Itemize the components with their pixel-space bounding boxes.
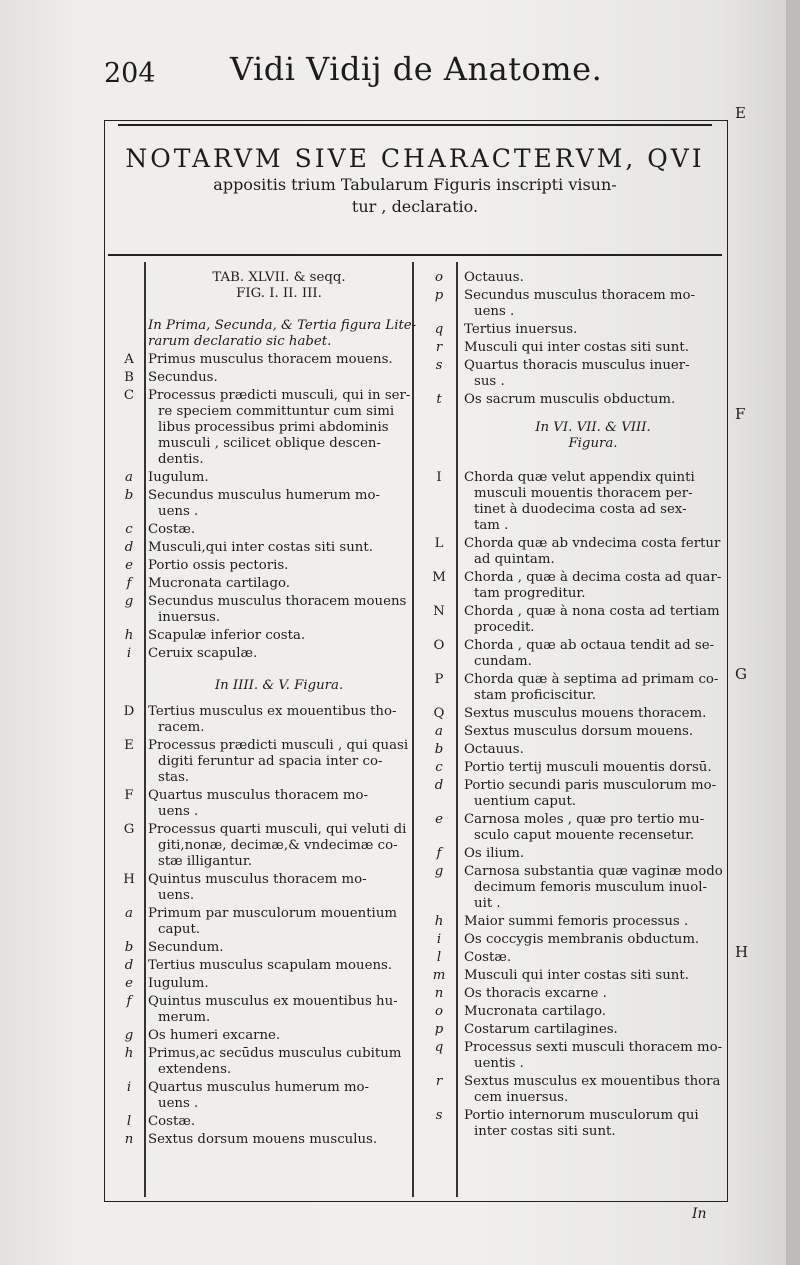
legend-text-line: uens . [158,504,199,519]
legend-letter: a [435,724,443,739]
legend-letter: N [433,604,445,619]
legend-letter: a [125,470,133,485]
legend-text-line: Costæ. [148,522,196,537]
legend-text-line: Iugulum. [148,470,209,485]
legend-text-line: Quintus musculus thoracem mo- [148,872,367,887]
legend-letter: b [124,488,134,503]
legend-text-line: Costarum cartilagines. [464,1022,618,1037]
legend-letter: o [434,1004,443,1019]
legend-letter: g [124,594,134,609]
legend-text-line: Sextus musculus dorsum mouens. [464,724,694,739]
legend-text-line: Secundus musculus thoracem mo- [464,288,696,303]
legend-letter: L [434,536,444,551]
legend-text-line: giti,nonæ, decimæ,& vndecimæ co- [158,838,398,853]
legend-text-line: decimum femoris musculum inuol- [474,880,707,895]
column-divider-rule [412,262,414,1197]
legend-text-line: re speciem committuntur cum simi [158,404,395,419]
legend-text-line: Chorda quæ velut appendix quinti [464,470,695,485]
legend-text-line: Portio ossis pectoris. [148,558,289,573]
legend-letter: P [434,672,444,687]
legend-text-line: Tertius musculus ex mouentibus tho- [148,704,397,719]
legend-text-line: Carnosa substantia quæ vaginæ modo [464,864,723,879]
legend-text-line: Sextus musculus mouens thoracem. [464,706,707,721]
legend-text-line: Tertius musculus scapulam mouens. [148,958,393,973]
legend-letter: d [124,540,134,555]
legend-text-line: Chorda , quæ à nona costa ad tertiam [464,604,720,619]
legend-letter: M [432,570,446,585]
legend-text-line: Sextus dorsum mouens musculus. [148,1132,378,1147]
signature-mark: H [735,943,749,961]
legend-text-line: Portio tertij musculi mouentis dorsū. [464,760,712,775]
legend-text-line: Tertius inuersus. [464,322,578,337]
left-letter-rule [144,262,146,1197]
legend-text-line: extendens. [158,1062,232,1077]
legend-letter: d [124,958,134,973]
catchword: In [692,1206,707,1222]
legend-text-line: musculi mouentis thoracem per- [474,486,693,501]
legend-text-line: uentis . [474,1056,524,1071]
legend-text-line: Octauus. [464,270,524,285]
legend-letter: A [124,352,134,367]
legend-letter: f [126,994,132,1009]
legend-text-line: tam . [474,518,509,533]
legend-letter: c [435,760,443,775]
legend-text-line: Chorda quæ à septima ad primam co- [464,672,719,687]
legend-text-line: Secundus musculus humerum mo- [148,488,381,503]
legend-text-line: ad quintam. [474,552,555,567]
legend-letter: i [126,1080,132,1095]
legend-text-line: Musculi qui inter costas siti sunt. [464,968,689,983]
legend-letter: q [434,322,444,337]
legend-text-line: uens . [474,304,515,319]
legend-letter: B [124,370,134,385]
legend-text-line: Portio secundi paris musculorum mo- [464,778,717,793]
inner-top-rule [118,124,712,126]
legend-letter: q [434,1040,444,1055]
legend-heading-line: In VI. VII. & VIII. [535,420,651,435]
legend-text-line: Quartus thoracis musculus inuer- [464,358,690,373]
legend-text-line: Portio internorum musculorum qui [464,1108,699,1123]
legend-text-line: Os humeri excarne. [148,1028,281,1043]
legend-text-line: caput. [158,922,201,937]
legend-text-line: Scapulæ inferior costa. [148,628,306,643]
legend-heading-line: rarum declaratio sic habet. [148,334,332,349]
legend-heading-line: TAB. XLVII. & seqq. [212,270,346,285]
legend-letter: C [123,388,135,403]
legend-letter: e [125,558,133,573]
legend-letter: o [434,270,443,285]
legend-letter: l [126,1114,132,1129]
legend-text-line: stas. [158,770,190,785]
legend-letter: t [436,392,442,407]
page-edge [786,0,800,1265]
legend-letter: b [124,940,134,955]
right-letter-rule [456,262,458,1197]
legend-text-line: inuersus. [158,610,221,625]
legend-text-line: racem. [158,720,205,735]
legend-text-line: Quartus musculus thoracem mo- [148,788,369,803]
legend-text-line: Primus musculus thoracem mouens. [148,352,393,367]
legend-text-line: Os coccygis membranis obductum. [464,932,700,947]
legend-letter: i [436,932,442,947]
legend-text-line: Os sacrum musculis obductum. [464,392,676,407]
legend-letter: d [434,778,444,793]
legend-letter: f [436,846,442,861]
legend-text-line: musculi , scilicet oblique descen- [158,436,381,451]
legend-text-line: Mucronata cartilago. [148,576,290,591]
legend-text-line: Maior summi femoris processus . [464,914,689,929]
legend-text-line: Chorda quæ ab vndecima costa fertur [464,536,721,551]
legend-text-line: Processus sexti musculi thoracem mo- [464,1040,723,1055]
legend-letter: h [434,914,444,929]
legend-heading-line: In Prima, Secunda, & Tertia figura Lite- [148,318,417,333]
legend-text-line: cem inuersus. [474,1090,569,1105]
legend-letter: c [125,522,133,537]
legend-letter: n [124,1132,134,1147]
legend-letter: e [435,812,443,827]
legend-text-line: dentis. [158,452,204,467]
legend-letter: p [434,288,444,303]
signature-mark: E [735,104,746,122]
legend-letter: a [125,906,133,921]
legend-text-line: Carnosa moles , quæ pro tertio mu- [464,812,705,827]
legend-letter: e [125,976,133,991]
legend-text-line: uens. [158,888,195,903]
legend-text-line: Musculi qui inter costas siti sunt. [464,340,689,355]
page-number: 204 [104,58,156,89]
legend-text-line: Iugulum. [148,976,209,991]
legend-letter: n [434,986,444,1001]
legend-letter: h [124,1046,134,1061]
section-heading [108,144,722,218]
legend-letter: E [124,738,134,753]
legend-text-line: Octauus. [464,742,524,757]
heading-divider-rule [108,254,722,256]
legend-text-line: Primus,ac secūdus musculus cubitum [148,1046,402,1061]
legend-text-line: Os thoracis excarne . [464,986,607,1001]
legend-text-line: stam proficiscitur. [474,688,596,703]
legend-text-line: libus processibus primi abdominis [158,420,389,435]
legend-text-line: Os ilium. [464,846,525,861]
legend-text-line: uit . [474,896,501,911]
legend-letter: F [124,788,134,803]
legend-text-line: Primum par musculorum mouentium [148,906,397,921]
legend-text-line: sculo caput mouente recensetur. [474,828,695,843]
legend-text-line: Ceruix scapulæ. [148,646,258,661]
legend-letter: f [126,576,132,591]
legend-letter: h [124,628,134,643]
legend-letter: s [435,1108,443,1123]
legend-text-line: Processus prædicti musculi, qui in ser- [148,388,411,403]
heading-line-1: NOTARVM SIVE CHARACTERVM, QVI [125,144,705,173]
legend-letter: g [124,1028,134,1043]
legend-letter: b [434,742,444,757]
legend-text-line: Processus prædicti musculi , qui quasi [148,738,409,753]
legend-letter: i [126,646,132,661]
legend-text-line: Secundus. [148,370,218,385]
heading-line-2: appositis trium Tabularum Figuris inscripti visun- [213,175,617,194]
legend-text-line: Secundus musculus thoracem mouens [148,594,407,609]
legend-letter: I [436,470,442,485]
legend-text-line: Processus quarti musculi, qui veluti di [148,822,407,837]
legend-text-line: tam progreditur. [474,586,586,601]
signature-mark: G [735,665,747,683]
legend-text-line: stæ illigantur. [158,854,252,869]
legend-text-line: Chorda , quæ à decima costa ad quar- [464,570,722,585]
legend-text-line: merum. [158,1010,211,1025]
legend-letter: p [434,1022,444,1037]
legend-text-line: Sextus musculus ex mouentibus thora [464,1074,721,1089]
legend-text-line: Secundum. [148,940,224,955]
legend-text-line: digiti feruntur ad spacia inter co- [158,754,383,769]
legend-heading-line: Figura. [568,436,618,451]
legend-letter: s [435,358,443,373]
legend-text-line: tinet à duodecima costa ad sex- [474,502,687,517]
legend-text-line: Costæ. [148,1114,196,1129]
legend-letter: r [435,340,443,355]
legend-letter: l [436,950,442,965]
legend-heading-line: In IIII. & V. Figura. [214,678,344,693]
legend-text-line: Musculi,qui inter costas siti sunt. [148,540,373,555]
legend-text-line: cundam. [474,654,532,669]
legend-letter: H [123,872,135,887]
legend-text-line: Costæ. [464,950,512,965]
legend-text-line: procedit. [474,620,535,635]
legend-text-line: uens . [158,804,199,819]
legend-text-line: Quartus musculus humerum mo- [148,1080,370,1095]
legend-letter: G [123,822,135,837]
legend-letter: r [435,1074,443,1089]
legend-text-line: sus . [474,374,505,389]
heading-line-3: tur , declaratio. [351,197,479,216]
signature-mark: F [735,405,746,423]
legend-text-line: Quintus musculus ex mouentibus hu- [148,994,398,1009]
legend-heading-line: FIG. I. II. III. [236,286,322,301]
legend-letter: m [432,968,446,983]
legend-text-line: inter costas siti sunt. [474,1124,616,1139]
legend-text-line: uentium caput. [474,794,577,809]
legend-letter: g [434,864,444,879]
legend-text-line: Chorda , quæ ab octaua tendit ad se- [464,638,715,653]
legend-text-line: uens . [158,1096,199,1111]
legend-letter: Q [433,706,445,721]
running-head: Vidi Vidij de Anatome. [230,50,603,88]
legend-text-line: Mucronata cartilago. [464,1004,606,1019]
legend-letter: O [433,638,445,653]
legend-letter: D [123,704,135,719]
